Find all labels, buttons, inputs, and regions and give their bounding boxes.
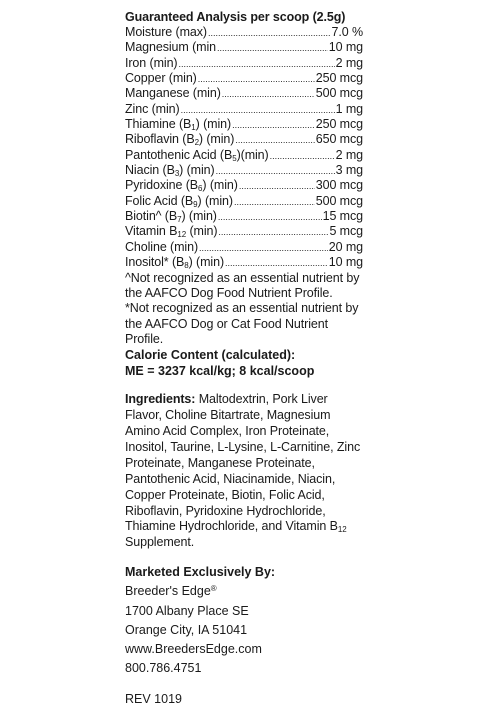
address-city: Orange City, IA 51041 — [125, 622, 248, 637]
nutrient-value: 2 mg — [335, 147, 363, 162]
nutrient-name — [125, 25, 207, 40]
registered-mark: ® — [210, 584, 217, 594]
address-street: 1700 Albany Place SE — [125, 603, 249, 618]
analysis-row — [125, 255, 363, 270]
guaranteed-analysis-list — [125, 25, 363, 271]
dot-leader — [218, 225, 328, 240]
analysis-row — [125, 86, 363, 101]
nutrient-name — [125, 224, 217, 239]
nutrient-value: 1 mg — [335, 101, 363, 116]
analysis-row — [125, 194, 363, 209]
analysis-row — [125, 71, 363, 86]
nutrient-name-suffix: (min) — [186, 224, 218, 239]
nutrient-value: 500 mcg — [315, 193, 363, 208]
ingredients-label: Ingredients: — [125, 392, 196, 407]
ingredients-text: Maltodextrin, Pork Liver Flavor, Choline Bitartrate, Magnesium Amino Acid Complex, Iron Proteinate, Inositol, Taurine, L-Lysine, L-Carnitine, Zinc Proteinate, Manganese Proteinate, Pantothenic Acid, Niacinamide, Niacin, Copper Proteinate, Biotin, Folic Acid, Riboflavin, Pyridoxine Hydrochloride, Thiamine Hydrochloride, and Vitamin B — [125, 392, 361, 534]
nutrient-value: 300 mcg — [315, 178, 363, 193]
nutrient-subscript: 3 — [174, 169, 180, 179]
nutrient-name — [125, 255, 224, 270]
nutrient-name-suffix: ) (min) — [188, 255, 225, 270]
supplement-label-panel — [125, 10, 363, 707]
nutrient-name-text: Iron (min) — [125, 55, 178, 70]
nutrient-name-suffix: ) (min) — [195, 117, 232, 132]
nutrient-name-text: Choline (min) — [125, 239, 199, 254]
dot-leader — [232, 118, 315, 133]
dot-leader — [178, 57, 334, 72]
dot-leader — [222, 87, 315, 102]
nutrient-name-suffix: ) (min) — [197, 193, 233, 208]
phone-number: 800.786.4751 — [125, 661, 202, 676]
nutrient-value: 250 mcg — [315, 71, 363, 86]
analysis-row — [125, 163, 363, 178]
nutrient-value: 5 mcg — [329, 224, 363, 239]
analysis-row — [125, 117, 363, 132]
nutrient-value: 250 mcg — [315, 117, 363, 132]
nutrient-value: 500 mcg — [315, 86, 363, 101]
analysis-row — [125, 40, 363, 55]
nutrient-name — [125, 163, 215, 178]
dot-leader — [198, 72, 315, 87]
nutrient-subscript: 8 — [184, 261, 189, 271]
nutrient-name-text: Folic Acid (B — [125, 193, 194, 208]
nutrient-name-text: Thiamine (B — [125, 117, 192, 132]
nutrient-name-text: Zinc (min) — [125, 101, 180, 116]
nutrient-name-text: Niacin (B — [125, 163, 175, 178]
nutrient-subscript: 6 — [198, 184, 203, 194]
nutrient-subscript: 7 — [177, 215, 182, 225]
nutrient-subscript: 12 — [177, 230, 187, 240]
dot-leader — [239, 179, 315, 194]
nutrient-value: 7.0 % — [331, 25, 363, 39]
nutrient-name-text: Manganese (min) — [125, 86, 221, 101]
nutrient-value: 10 mg — [328, 40, 363, 55]
nutrient-name-text: Inositol* (B — [125, 255, 185, 270]
company-name-text: Breeder's Edge — [125, 584, 211, 599]
nutrient-name — [125, 86, 221, 101]
ingredients-text-end: Supplement. — [125, 535, 195, 550]
analysis-row — [125, 25, 363, 40]
marketed-by-heading: Marketed Exclusively By: — [125, 565, 276, 580]
nutrient-name-text: Vitamin B — [125, 224, 178, 239]
analysis-row — [125, 148, 363, 163]
nutrient-name-suffix: )(min) — [236, 147, 269, 162]
nutrient-value: 3 mg — [335, 163, 363, 178]
dot-leader — [199, 241, 328, 256]
nutrient-name-text: Biotin^ (B — [125, 209, 178, 224]
website: www.BreedersEdge.com — [125, 642, 262, 657]
dot-leader — [181, 103, 335, 118]
nutrient-name-text: Magnesium (min — [125, 40, 216, 55]
nutrient-name-text: Pantothenic Acid (B — [125, 147, 233, 162]
dot-leader — [270, 149, 335, 164]
ingredients-b12-subscript: 12 — [337, 525, 347, 535]
nutrient-name — [125, 178, 238, 193]
dot-leader — [216, 164, 335, 179]
nutrient-name — [125, 240, 198, 255]
ingredients-paragraph — [125, 392, 363, 551]
footnote-aafco-dog: ^Not recognized as an essential nutrient by the AAFCO Dog Food Nutrient Profile. — [125, 270, 360, 300]
analysis-row — [125, 178, 363, 193]
nutrient-name-suffix: ) (min) — [181, 209, 217, 224]
nutrient-name-text: Copper (min) — [125, 71, 197, 86]
marketed-by-block — [125, 563, 363, 678]
dot-leader — [218, 210, 322, 225]
nutrient-name — [125, 194, 233, 209]
nutrient-name-text: Pyridoxine (B — [125, 178, 199, 193]
analysis-row — [125, 209, 363, 224]
nutrient-name — [125, 71, 197, 86]
footnote-aafco-dog-cat: *Not recognized as an essential nutrient by the AAFCO Dog or Cat Food Nutrient Profile. — [125, 301, 359, 346]
revision-code: REV 1019 — [125, 691, 182, 706]
guaranteed-analysis-title: Guaranteed Analysis per scoop (2.5g) — [125, 10, 346, 24]
nutrient-value: 2 mg — [335, 55, 363, 70]
nutrient-value: 650 mcg — [315, 132, 363, 147]
nutrient-name — [125, 132, 234, 147]
nutrient-subscript: 5 — [232, 153, 237, 163]
nutrient-subscript: 2 — [194, 138, 199, 148]
dot-leader — [234, 195, 315, 210]
dot-leader — [208, 26, 331, 41]
dot-leader — [235, 133, 314, 148]
nutrient-name — [125, 148, 269, 163]
nutrient-name-suffix: ) (min) — [198, 132, 235, 147]
nutrient-name — [125, 56, 177, 71]
dot-leader — [217, 41, 328, 56]
company-name — [125, 582, 363, 601]
calorie-content-heading: Calorie Content (calculated): — [125, 348, 296, 363]
nutrient-subscript: 1 — [191, 123, 196, 133]
analysis-row — [125, 102, 363, 117]
nutrient-value: 10 mg — [328, 255, 363, 270]
nutrient-value: 15 mcg — [322, 209, 363, 224]
analysis-row — [125, 132, 363, 147]
dot-leader — [225, 256, 328, 271]
analysis-row — [125, 240, 363, 255]
nutrient-name — [125, 209, 217, 224]
nutrient-name-text: Riboflavin (B — [125, 132, 195, 147]
nutrient-name — [125, 40, 216, 55]
analysis-row — [125, 224, 363, 239]
nutrient-name — [125, 117, 231, 132]
nutrient-value: 20 mg — [328, 239, 363, 254]
nutrient-name-suffix: ) (min) — [179, 163, 215, 178]
nutrient-subscript: 9 — [193, 199, 198, 209]
nutrient-name — [125, 102, 180, 117]
nutrient-name-suffix: ) (min) — [202, 178, 238, 193]
calorie-content-value: ME = 3237 kcal/kg; 8 kcal/scoop — [125, 363, 315, 378]
analysis-row — [125, 56, 363, 71]
nutrient-name-text: Moisture (max) — [125, 25, 207, 39]
